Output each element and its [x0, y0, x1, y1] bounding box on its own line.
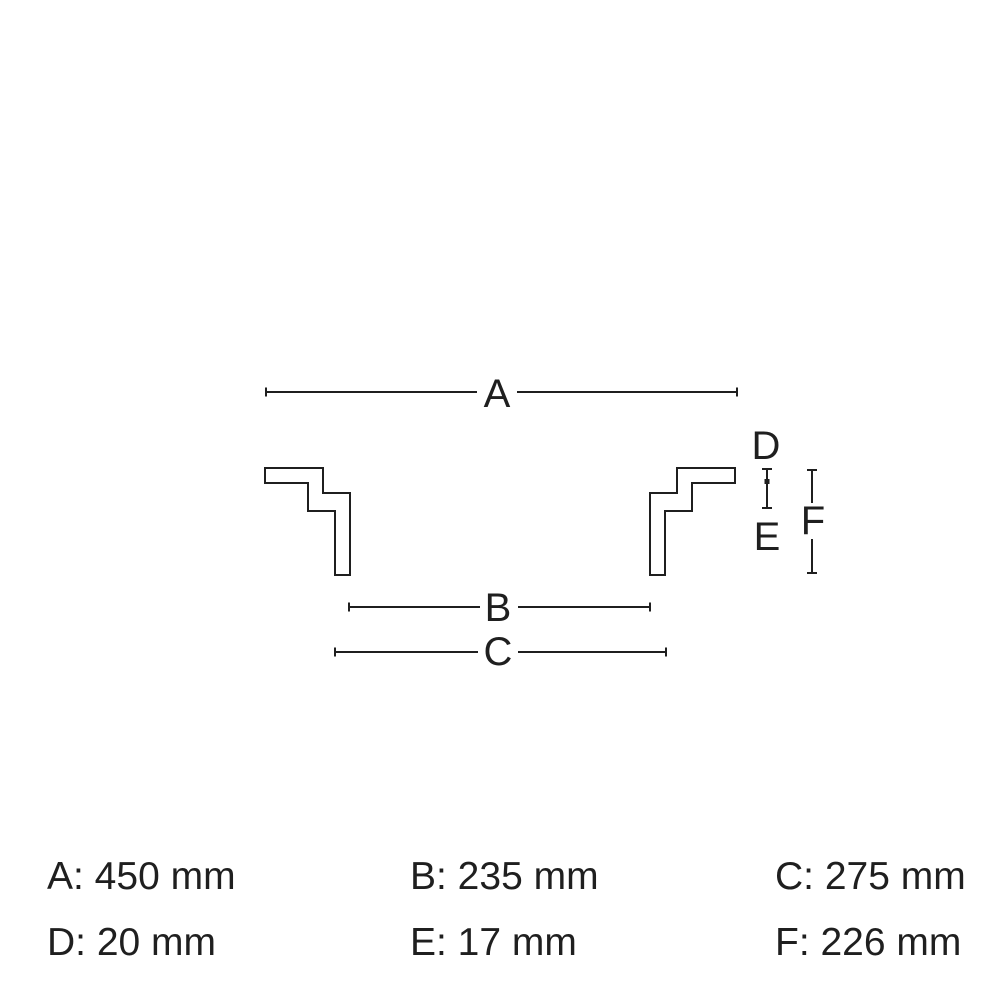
dim-line-c: [335, 630, 666, 674]
dim-line-f: [801, 470, 825, 573]
dim-line-a: [266, 372, 737, 416]
dim-label-a: A: [483, 372, 511, 416]
dim-label-c: C: [483, 630, 513, 674]
profile-left-shape: [265, 468, 350, 575]
legend-item-a: A: 450 mm: [47, 855, 236, 898]
dim-de-mid-marker: [765, 479, 770, 484]
dim-label-d: D: [751, 424, 781, 468]
dim-label-b: B: [484, 586, 512, 630]
legend-item-f: F: 226 mm: [775, 921, 962, 964]
dim-line-b: [349, 586, 650, 630]
profile-right-shape: [650, 468, 735, 575]
dim-line-d-e: [752, 424, 781, 559]
legend-item-b: B: 235 mm: [410, 855, 599, 898]
dim-label-e: E: [753, 515, 781, 559]
legend-item-d: D: 20 mm: [47, 921, 217, 964]
legend-item-c: C: 275 mm: [775, 855, 966, 898]
legend-item-e: E: 17 mm: [410, 921, 577, 964]
dim-label-f: F: [800, 499, 826, 543]
